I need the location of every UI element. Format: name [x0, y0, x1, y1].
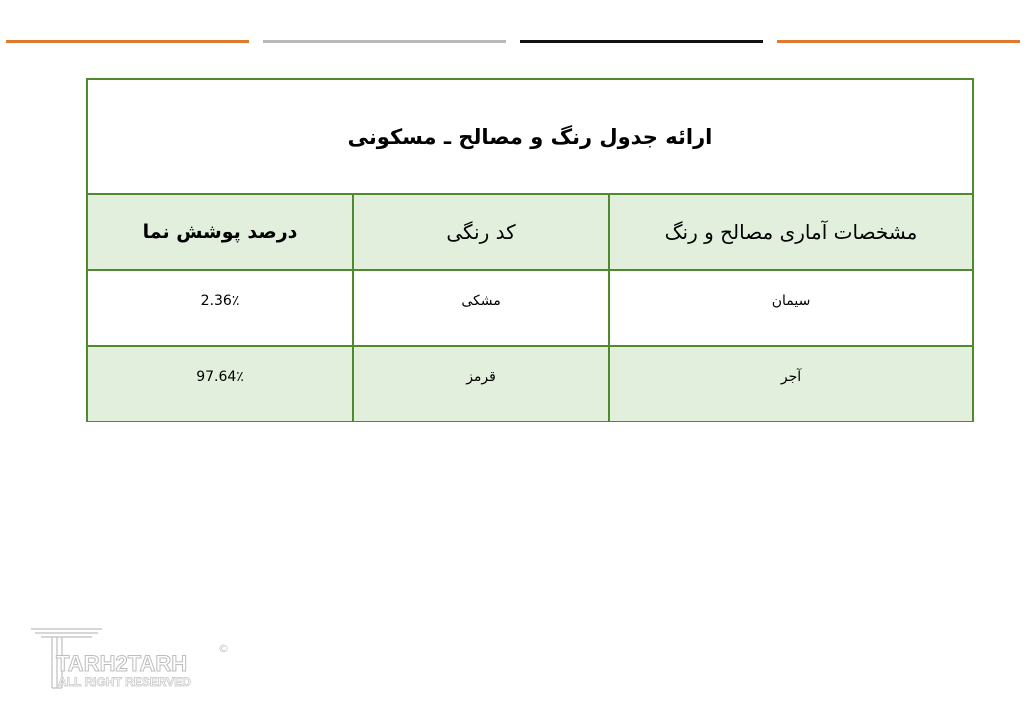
logo-wordmark: TARH2TARH: [56, 651, 188, 676]
decorative-line-orange-left: [6, 40, 249, 43]
header-coverage: درصد پوشش نما: [142, 221, 298, 243]
cell-percent-text: 2.36٪: [200, 293, 240, 309]
header-materials: مشخصات آماری مصالح و رنگ: [608, 195, 972, 269]
header-color-code: کد رنگی: [352, 195, 608, 269]
cell-material-text: آجر: [780, 369, 802, 385]
materials-color-table: [86, 78, 974, 422]
cell-material-text: سیمان: [771, 293, 811, 309]
table-row: [88, 271, 972, 347]
cell-percent: [88, 347, 352, 421]
cell-percent: [88, 271, 352, 345]
cell-material: [608, 271, 972, 345]
table-row: [88, 347, 972, 421]
cell-material: [608, 347, 972, 421]
table-title: ارائه جدول رنگ و مصالح ـ مسکونی: [88, 80, 972, 195]
table-header-row: [88, 195, 972, 271]
copyright-icon: ©: [218, 642, 229, 655]
logo-subtitle: ALL RIGHT RESERVED: [58, 675, 191, 689]
cell-color-text: مشکی: [461, 293, 501, 309]
cell-color: [352, 347, 608, 421]
cell-percent-text: 97.64٪: [196, 369, 244, 385]
cell-color-text: قرمز: [466, 369, 496, 385]
cell-color: [352, 271, 608, 345]
decorative-line-gray: [263, 40, 506, 43]
decorative-line-orange-right: [777, 40, 1020, 43]
decorative-line-black: [520, 40, 763, 43]
